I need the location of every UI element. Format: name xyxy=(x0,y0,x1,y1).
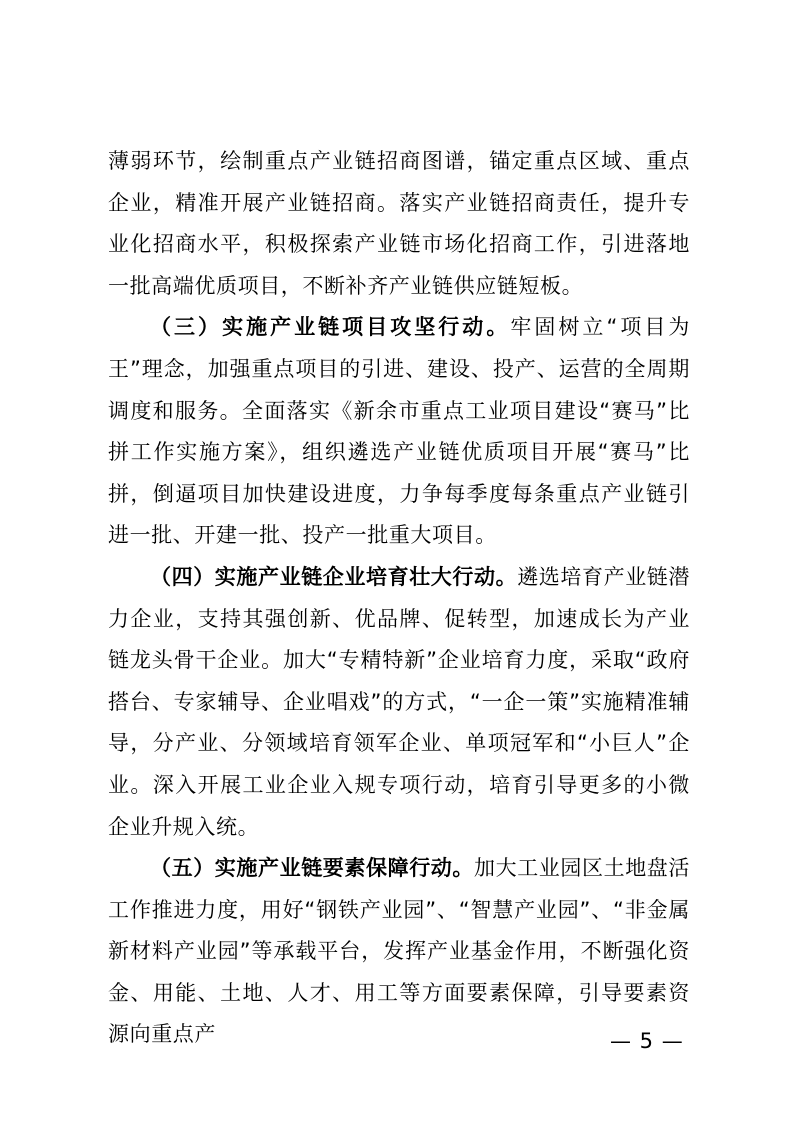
section-heading-3: （三）实施产业链项目攻坚行动。 xyxy=(150,315,511,340)
page-number: — 5 — xyxy=(610,1029,684,1053)
paragraph-section-5 xyxy=(108,848,690,1056)
paragraph-section-3 xyxy=(108,307,690,557)
paragraph-body: 加大工业园区土地盘活工作推进力度，用好“钢铁产业园”、“智慧产业园”、“非金属新材料产业园”等承载平台，发挥产业基金作用，不断强化资金、用能、土地、人才、用工等方面要素保障，引导要素资源向重点产 xyxy=(108,856,690,1047)
paragraph-body: 遴选培育产业链潜力企业，支持其强创新、优品牌、促转型，加速成长为产业链龙头骨干企业。加大“专精特新”企业培育力度，采取“政府搭台、专家辅导、企业唱戏”的方式，“一企一策”实施精准辅导，分产业、分领域培育领军企业、单项冠军和“小巨人”企业。深入开展工业企业入规专项行动，培育引导更多的小微企业升规入统。 xyxy=(108,564,691,839)
paragraph-section-4 xyxy=(108,557,690,848)
section-heading-5: （五）实施产业链要素保障行动。 xyxy=(150,856,474,881)
paragraph-continuation xyxy=(108,141,690,307)
section-heading-4: （四）实施产业链企业培育壮大行动。 xyxy=(150,564,518,589)
document-body xyxy=(108,141,690,1056)
paragraph-body: 薄弱环节，绘制重点产业链招商图谱，锚定重点区域、重点企业，精准开展产业链招商。落实产业链招商责任，提升专业化招商水平，积极探索产业链市场化招商工作，引进落地一批高端优质项目，不断补齐产业链供应链短板。 xyxy=(108,149,690,298)
paragraph-body: 牢固树立“项目为王”理念，加强重点项目的引进、建设、投产、运营的全周期调度和服务。全面落实《新余市重点工业项目建设“赛马”比拼工作实施方案》，组织遴选产业链优质项目开展“赛马”比拼，倒逼项目加快建设进度，力争每季度每条重点产业链引进一批、开建一批、投产一批重大项目。 xyxy=(108,315,691,548)
